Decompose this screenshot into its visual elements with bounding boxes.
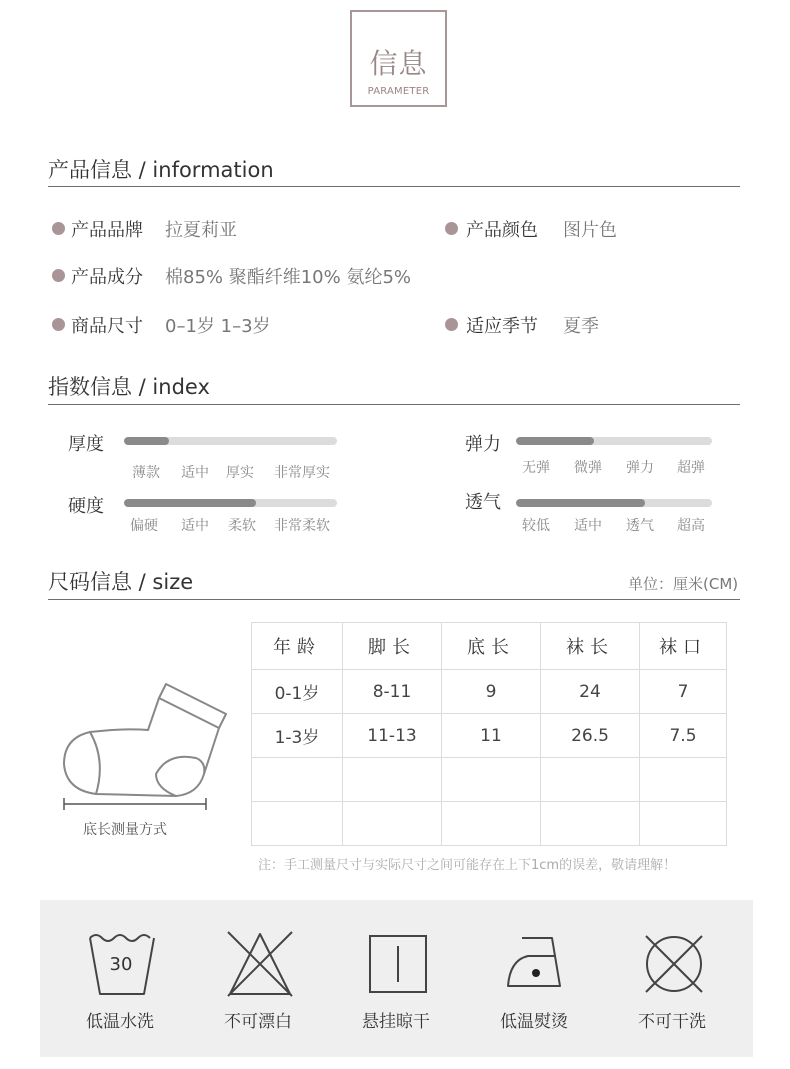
info-section-title: 产品信息 / information [48, 158, 274, 182]
thickness-bar [124, 437, 337, 445]
hang-dry-icon [364, 930, 432, 998]
info-divider [48, 186, 740, 187]
size-note: 注：手工测量尺寸与实际尺寸之间可能存在上下1cm的误差，敬请理解！ [258, 858, 677, 873]
tick-label: 非常柔软 [274, 518, 330, 534]
tick-label: 较低 [522, 518, 550, 534]
size-divider [48, 599, 740, 600]
size-unit: 单位：厘米(CM) [628, 575, 739, 593]
table-header-cell: 年龄 [252, 623, 343, 670]
table-row [252, 802, 727, 846]
table-cell [640, 802, 727, 846]
index-label-thickness: 厚度 [68, 434, 104, 455]
elasticity-bar [516, 437, 712, 445]
care-label: 低温水洗 [86, 1012, 154, 1032]
low-iron-icon [502, 930, 570, 998]
care-label: 悬挂晾干 [362, 1012, 430, 1032]
care-label: 低温熨烫 [500, 1012, 568, 1032]
parameter-header-box [350, 10, 447, 107]
table-row [252, 758, 727, 802]
tick-label: 适中 [574, 518, 602, 534]
table-cell [442, 802, 541, 846]
no-bleach-icon [226, 930, 294, 998]
index-label-elasticity: 弹力 [465, 434, 501, 455]
tick-label: 透气 [626, 518, 654, 534]
table-cell [541, 802, 640, 846]
table-cell: 0-1岁 [252, 670, 343, 714]
table-header-cell: 底长 [442, 623, 541, 670]
info-label-color: 产品颜色 [466, 220, 538, 241]
info-label-size: 商品尺寸 [71, 316, 143, 337]
index-section-title: 指数信息 / index [48, 375, 210, 399]
elasticity-bar-fill [516, 437, 594, 445]
tick-label: 适中 [181, 465, 209, 481]
size-section-title: 尺码信息 / size [48, 570, 194, 594]
care-label: 不可干洗 [638, 1012, 706, 1032]
table-header-cell: 袜长 [541, 623, 640, 670]
info-value-material: 棉85% 聚酯纤维10% 氨纶5% [165, 267, 412, 288]
size-table [251, 622, 727, 846]
wash-30-icon [88, 930, 156, 998]
sock-diagram-icon [56, 680, 246, 810]
diagram-caption: 底长测量方式 [83, 822, 167, 838]
table-header-cell: 袜口 [640, 623, 727, 670]
bullet-icon [52, 318, 65, 331]
info-label-season: 适应季节 [466, 316, 538, 337]
table-cell: 11-13 [343, 714, 442, 758]
tick-label: 无弹 [522, 460, 550, 476]
table-row [252, 670, 727, 714]
hardness-bar-fill [124, 499, 256, 507]
info-label-material: 产品成分 [71, 267, 143, 288]
hardness-bar [124, 499, 337, 507]
tick-label: 薄款 [132, 465, 160, 481]
tick-label: 超弹 [677, 460, 705, 476]
index-label-breathability: 透气 [465, 492, 501, 513]
tick-label: 偏硬 [130, 518, 158, 534]
care-label: 不可漂白 [224, 1012, 292, 1032]
info-value-brand: 拉夏莉亚 [165, 220, 237, 241]
table-cell [252, 758, 343, 802]
breathability-bar-fill [516, 499, 645, 507]
info-value-season: 夏季 [563, 316, 599, 337]
table-cell [442, 758, 541, 802]
table-cell [343, 802, 442, 846]
table-cell: 9 [442, 670, 541, 714]
table-cell: 1-3岁 [252, 714, 343, 758]
tick-label: 非常厚实 [274, 465, 330, 481]
index-label-hardness: 硬度 [68, 496, 104, 517]
tick-label: 微弹 [574, 460, 602, 476]
table-cell: 7.5 [640, 714, 727, 758]
bullet-icon [445, 222, 458, 235]
table-cell: 7 [640, 670, 727, 714]
table-cell [252, 802, 343, 846]
table-cell [541, 758, 640, 802]
tick-label: 柔软 [228, 518, 256, 534]
bullet-icon [445, 318, 458, 331]
table-header-row [252, 623, 727, 670]
thickness-bar-fill [124, 437, 169, 445]
table-cell [343, 758, 442, 802]
tick-label: 弹力 [626, 460, 654, 476]
bullet-icon [52, 269, 65, 282]
info-value-size: 0–1岁 1–3岁 [165, 316, 271, 337]
tick-label: 适中 [181, 518, 209, 534]
header-subtitle: PARAMETER [367, 86, 430, 97]
header-title: 信息 [369, 47, 428, 80]
info-value-color: 图片色 [563, 220, 617, 241]
breathability-bar [516, 499, 712, 507]
index-divider [48, 404, 740, 405]
wash-temp-label: 30 [109, 954, 133, 975]
table-cell: 24 [541, 670, 640, 714]
tick-label: 超高 [677, 518, 705, 534]
tick-label: 厚实 [226, 465, 254, 481]
care-panel [40, 900, 753, 1057]
no-dry-clean-icon [640, 930, 708, 998]
bullet-icon [52, 222, 65, 235]
table-cell [640, 758, 727, 802]
table-cell: 11 [442, 714, 541, 758]
table-row [252, 714, 727, 758]
table-cell: 26.5 [541, 714, 640, 758]
table-header-cell: 脚长 [343, 623, 442, 670]
info-label-brand: 产品品牌 [71, 220, 143, 241]
table-cell: 8-11 [343, 670, 442, 714]
